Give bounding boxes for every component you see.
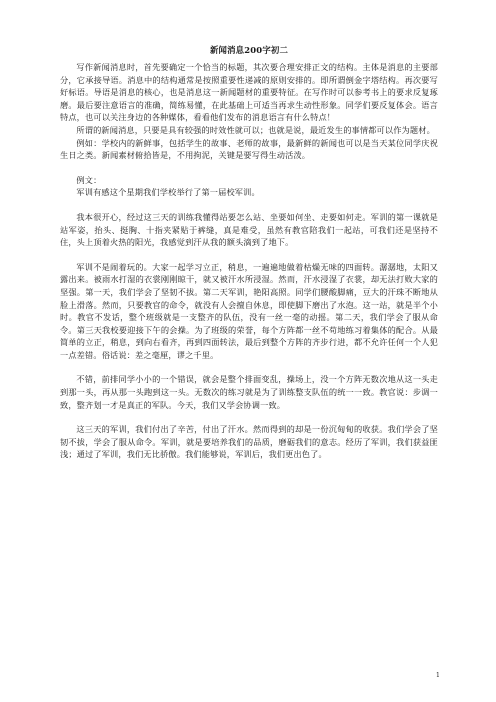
- example-paragraph: 这三天的军训，我们付出了辛苦，付出了汗水。然而得到的却是一份沉甸甸的收获。我们学会了坚韧不拔，学会了服从命令。军训，就是要培养我们的品质，磨砺我们的意志。经历了军训，我们获益匪浅；通过了军训，我们无比骄傲。我们能够说，军训后，我们更出色了。: [60, 424, 438, 460]
- example-paragraph: 不错，前排同学小小的一个错误，就会是整个排面变乱，操场上，没一个方阵无数次地从这一头走到那一头，再从那一头跑到这一头。无数次的练习就是为了训练整支队伍的统一一致。教官说：步调一致，整齐划一才是真正的军队。今天，我们又学会协调一致。: [60, 374, 438, 410]
- example-paragraph: 军训不是闹着玩的。大家一起学习立正，稍息，一遍遍地做着枯燥无味的四面转。潺潺地，太阳又露出来。被雨水打湿的衣裳刚刚晾干，就又被汗水所浸湿。然而，汗水浸湿了衣裳，却无法打败大家的坚强。第一天，我们学会了坚韧不拔。第二天军训，艳阳高照。同学们腰酸脚痛，豆大的汗珠不断地从脸上滑落。然而，只要教官的命令，就没有人会擅自休息，即使脚下磨出了水泡。这一站，就是半个小时。教官不发话，整个班级就是一支整齐的队伍，没有一丝一毫的动摇。第二天，我们学会了服从命令。第三天我校要迎接下午的会操。为了班级的荣誉，每个方阵都一丝不苟地练习着集体的配合。从最简单的立正，稍息，到向右看齐，再到四面转法，最后到整个方阵的齐步行进，都不允许任何一个人犯一点差错。俗话说：差之毫厘，谬之千里。: [60, 261, 438, 360]
- intro-paragraph: 例如：学校内的新鲜事，包括学生的故事、老师的故事，最新鲜的新闻也可以是当天某位同学庆祝生日之类。新闻素材俯拾皆是，不用拘泥，关键是要写得生动活泼。: [60, 137, 438, 161]
- intro-paragraph: 写作新闻消息时，首先要确定一个恰当的标题，其次要合理安排正文的结构。主体是消息的主要部分，它承接导语。消息中的结构通常是按照重要性递减的原则安排的。即所谓倒金字塔结构。再次要写好标语。导语是消息的核心，也是消息这一新闻题材的重要特征。在写作时可以参考书上的要求反复琢磨。最后要注意语言的准确，简练易懂，在此基础上可适当再求生动性形象。同学们要反复体会。语言特点，也可以关注身边的各种媒体，看看他们发布的消息语言有什么特点！: [60, 62, 438, 123]
- example-label: 例文：: [76, 174, 102, 185]
- example-paragraph: 我本很开心，经过这三天的训练我懂得站要怎么站、坐要如何坐、走要如何走。军训的第一课就是站军姿，抬头、挺胸、十指夹紧贴于裤缝，真是难受，虽然有教官陪我们一起站，可我们还是坚持不住，头上顶着火热的阳光，我感觉到汗从我的额头滴到了地下。: [60, 211, 438, 248]
- page-number: 1: [436, 672, 440, 679]
- paragraph-gap: [60, 162, 438, 174]
- paragraph-gap: [60, 411, 438, 423]
- paragraph-gap: [60, 361, 438, 373]
- paragraph-gap: [60, 199, 438, 211]
- intro-paragraph: 所谓的新闻消息，只要是具有较强的时效性就可以；也就是说，最近发生的事情都可以作为题材。: [76, 124, 435, 135]
- document-body: [60, 44, 438, 461]
- document-title: 新闻消息200字初二: [209, 45, 289, 55]
- example-first-line: 军训有感这个星期我们学校举行了第一届校军训。: [76, 187, 260, 198]
- paragraph-gap: [60, 249, 438, 261]
